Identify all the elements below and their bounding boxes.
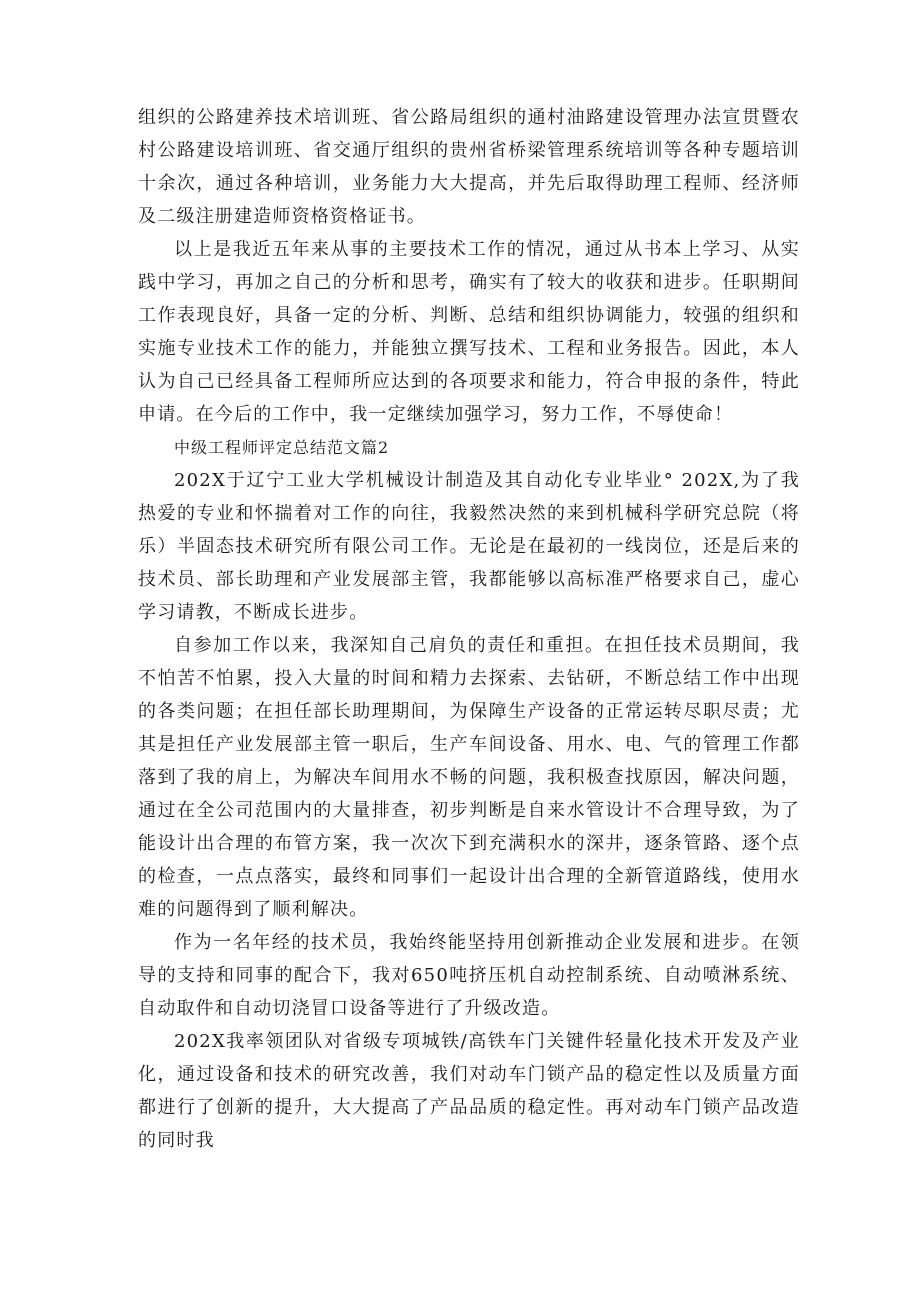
paragraph-career-intro: 202X于辽宁工业大学机械设计制造及其自动化专业毕业° 202X,为了我热爱的专业和怀揣着对工作的向往，我毅然决然的来到机械科学研究总院（将乐）半固态技术研究所有限公司工作。无论是在最初的一线岗位，还是后来的技术员、部长助理和产业发展部主管，我都能够以高标准严格要求自己，虚心学习请教，不断成长进步。 [138, 470, 800, 623]
paragraph-innovation: 作为一名年经的技术员，我始终能坚持用创新推动企业发展和进步。在领导的支持和同事的配合下，我对650吨挤压机自动控制系统、自动喷淋系统、自动取件和自动切浇冒口设备等进行了升级改造。 [138, 932, 800, 1019]
section-heading: 中级工程师评定总结范文篇2 [174, 438, 390, 457]
paragraph-project: 202X我率领团队对省级专项城铁/高铁车门关键件轻量化技术开发及产业化，通过设备和技术的研究改善，我们对动车门锁产品的稳定性以及质量方面都进行了创新的提升，大大提高了产品品质的稳定性。再对动车门锁产品改造的同时我 [138, 1031, 800, 1151]
paragraph-summary: 以上是我近五年来从事的主要技术工作的情况，通过从书本上学习、从实践中学习，再加之自己的分析和思考，确实有了较大的收获和进步。任职期间工作表现良好，具备一定的分析、判断、总结和组织协调能力，较强的组织和实施专业技术工作的能力，并能独立撰写技术、工程和业务报告。因此，本人认为自己已经具备工程师所应达到的各项要求和能力，符合申报的条件，特此申请。在今后的工作中，我一定继续加强学习，努力工作，不辱使命！ [138, 239, 800, 425]
paragraph-responsibilities: 自参加工作以来，我深知自己肩负的责任和重担。在担任技术员期间，我不怕苦不怕累，投入大量的时间和精力去探索、去钻研，不断总结工作中出现的各类问题；在担任部长助理期间，为保障生产设备的正常运转尽职尽责；尤其是担任产业发展部主管一职后，生产车间设备、用水、电、气的管理工作都落到了我的肩上，为解决车间用水不畅的问题，我积极查找原因，解决问题，通过在全公司范围内的大量排查，初步判断是自来水管设计不合理导致，为了能设计出合理的布管方案，我一次次下到充满积水的深井，逐条管路、逐个点的检查，一点点落实，最终和同事们一起设计出合理的全新管道路线，使用水难的问题得到了顺利解决。 [138, 635, 800, 920]
paragraph-training-continued: 组织的公路建养技术培训班、省公路局组织的通村油路建设管理办法宣贯暨农村公路建设培训班、省交通厅组织的贵州省桥梁管理系统培训等各种专题培训十余次，通过各种培训，业务能力大大提高，并先后取得助理工程师、经济师及二级注册建造师资格资格证书。 [138, 107, 800, 227]
